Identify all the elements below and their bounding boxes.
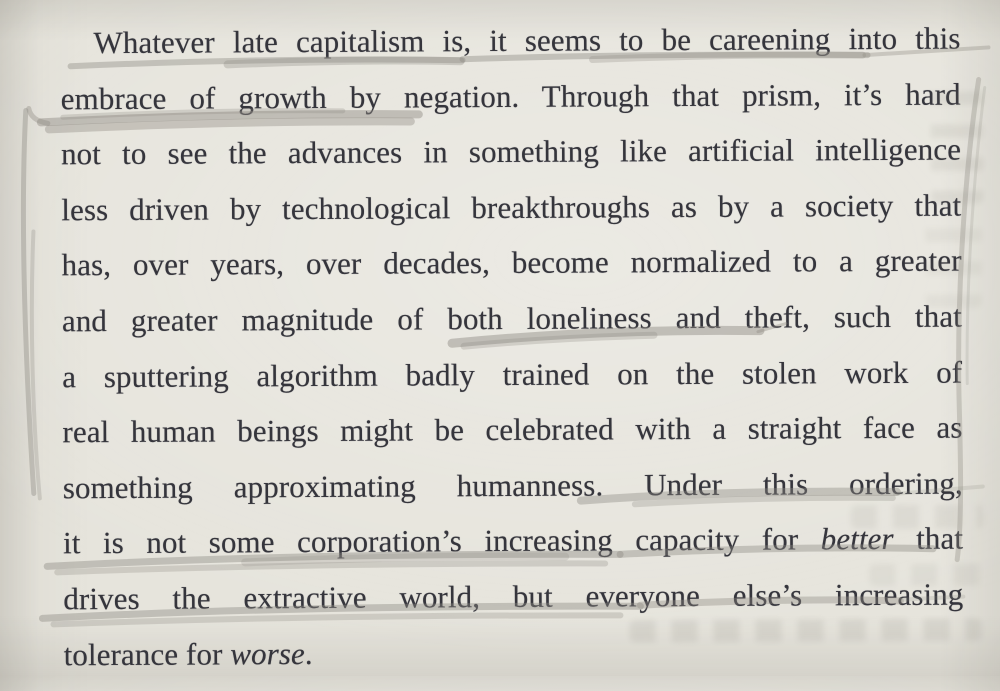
italic-word-worse: worse: [230, 635, 305, 671]
text-line: [64, 622, 964, 682]
line-text: Whatever late capitalism is, it seems to be careening into this: [93, 20, 961, 61]
text-line: [63, 455, 963, 515]
line-text: less driven by technological breakthroughs as by a society that: [61, 187, 962, 228]
text-line: [62, 289, 962, 349]
line-text: drives the extractive world, but everyone else’s increasing: [63, 576, 964, 617]
text-line: [62, 400, 962, 460]
line-text: not to see the advances in something like artificial intelligence: [60, 131, 962, 172]
text-line: [60, 11, 960, 71]
line-text: has, over years, over decades, become normalized to a greater: [61, 242, 962, 283]
line-text: tolerance for: [63, 635, 231, 672]
text-line: [61, 122, 961, 182]
text-line: [62, 344, 962, 404]
italic-word-better: better: [820, 521, 894, 557]
line-text: that: [893, 520, 964, 557]
text-line: [61, 177, 961, 237]
line-text: embrace of growth by negation. Through that prism, it’s hard: [60, 76, 961, 116]
line-text: it is not some corporation’s increasing capacity for: [62, 521, 821, 561]
line-text: something approximating humanness. Under this ordering,: [62, 465, 963, 506]
line-text: a sputtering algorithm badly trained on the stolen work of: [62, 354, 963, 394]
text-line: [63, 511, 963, 571]
line-text: .: [304, 635, 313, 671]
text-line: [61, 66, 961, 126]
text-line: [61, 233, 961, 293]
line-text: and greater magnitude of both loneliness and theft, such that: [61, 298, 962, 339]
pencil-left-margin-line: [23, 110, 40, 498]
text-line: [63, 567, 963, 627]
paragraph: [60, 11, 963, 683]
line-text: real human beings might be celebrated with a straight face as: [62, 409, 963, 450]
